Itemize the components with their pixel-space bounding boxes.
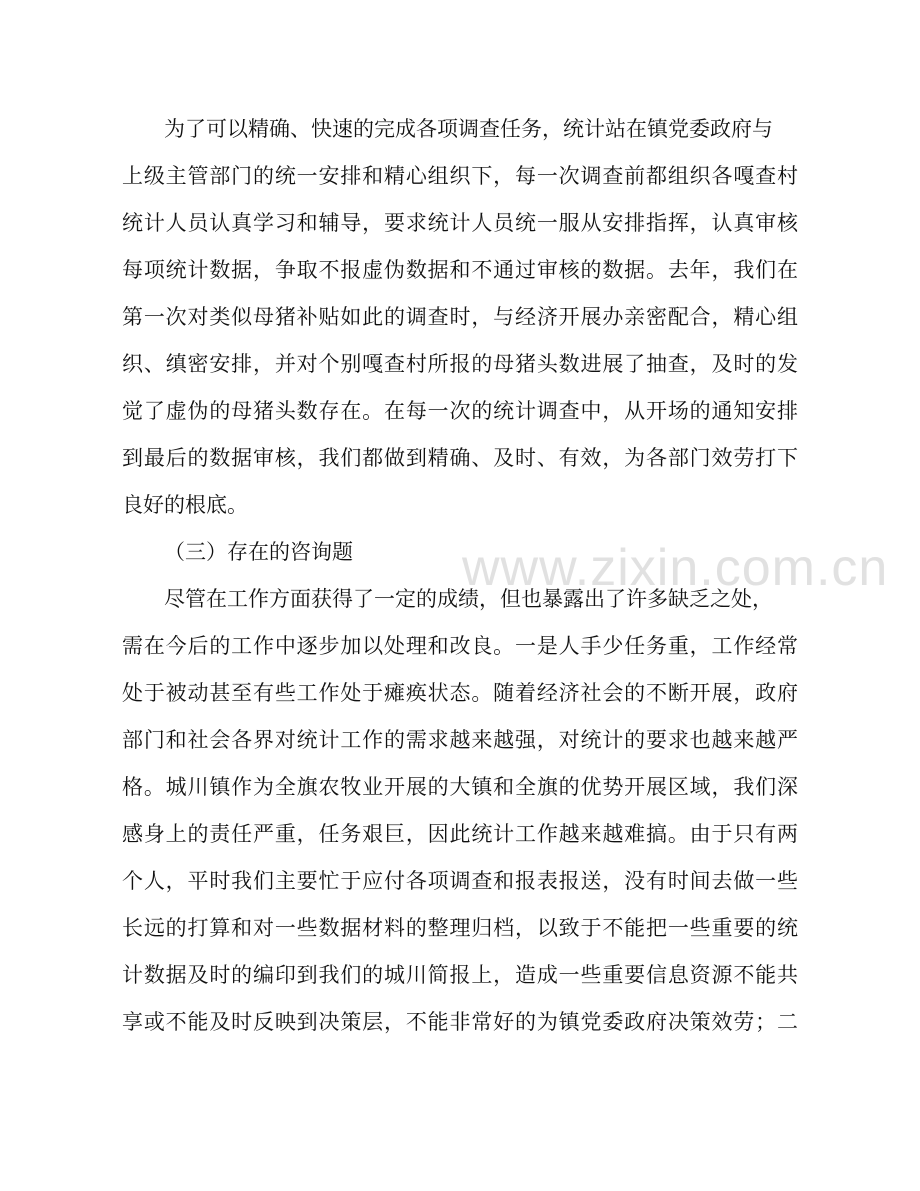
paragraph-line: 上级主管部门的统一安排和精心组织下，每一次调查前都组织各嘎查村 [122,164,798,188]
paragraph-line: 每项统计数据，争取不报虚伪数据和不通过审核的数据。去年，我们在 [122,258,798,282]
paragraph-line: 统计人员认真学习和辅导，要求统计人员统一服从安排指挥，认真审核 [122,211,798,235]
paragraph-line: 享或不能及时反映到决策层，不能非常好的为镇党委政府决策效劳；二 [122,1010,798,1034]
paragraph-line: 个人，平时我们主要忙于应付各项调查和报表报送，没有时间去做一些 [122,869,798,893]
paragraph-line: 需在今后的工作中逐步加以处理和改良。一是人手少任务重，工作经常 [122,634,798,658]
paragraph-line: 部门和社会各界对统计工作的需求越来越强，对统计的要求也越来越严 [122,728,798,752]
paragraph-line: 良好的根底。 [122,493,248,517]
paragraph-line: 尽管在工作方面获得了一定的成绩，但也暴露出了许多缺乏之处， [164,587,773,611]
paragraph-line: 第一次对类似母猪补贴如此的调查时，与经济开展办亲密配合，精心组 [122,305,798,329]
paragraph-line: 到最后的数据审核，我们都做到精确、及时、有效，为各部门效劳打下 [122,446,798,470]
watermark: www.zixin.com.cn [462,539,889,597]
paragraph-line: 处于被动甚至有些工作处于瘫痪状态。随着经济社会的不断开展，政府 [122,681,798,705]
paragraph-line: 织、缜密安排，并对个别嘎查村所报的母猪头数进展了抽查，及时的发 [122,352,798,376]
paragraph-line: 长远的打算和对一些数据材料的整理归档，以致于不能把一些重要的统 [122,916,798,940]
paragraph-line: 为了可以精确、快速的完成各项调查任务，统计站在镇党委政府与 [164,117,773,141]
paragraph-line: 感身上的责任严重，任务艰巨，因此统计工作越来越难搞。由于只有两 [122,822,798,846]
paragraph-line: 计数据及时的编印到我们的城川简报上，造成一些重要信息资源不能共 [122,963,798,987]
paragraph-line: 格。城川镇作为全旗农牧业开展的大镇和全旗的优势开展区域，我们深 [122,775,798,799]
paragraph-line: 觉了虚伪的母猪头数存在。在每一次的统计调查中，从开场的通知安排 [122,399,798,423]
section-heading: （三）存在的咨询题 [164,540,353,564]
